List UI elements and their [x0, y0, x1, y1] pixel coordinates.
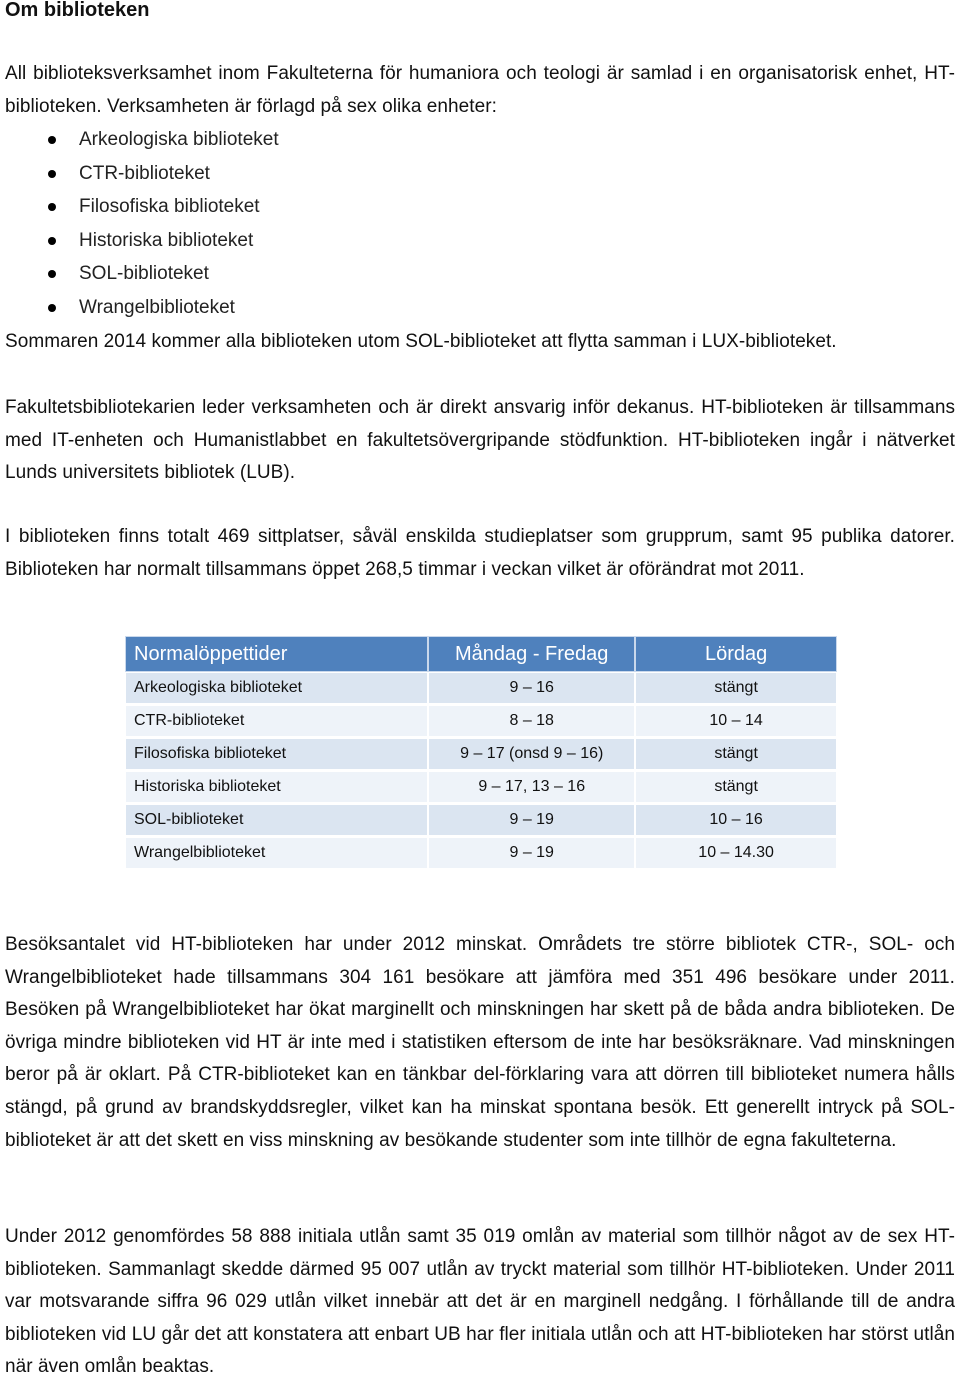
table-row [125, 771, 837, 804]
list-item [5, 159, 279, 193]
table-cell: 9 – 19 [428, 804, 635, 837]
organisation-paragraph: Fakultetsbibliotekarien leder verksamheten och är direkt ansvarig inför dekanus. HT-biblioteken är tillsammans med IT-enheten och Humanistlabbet en fakultetsövergripande stödfunktion. HT-biblioteken ingår i nätverket Lunds universitets bibliotek (LUB). [5, 397, 955, 484]
move-paragraph: Sommaren 2014 kommer alla biblioteken utom SOL-biblioteket att flytta samman i LUX-biblioteket. [5, 331, 837, 352]
list-item [5, 192, 279, 226]
list-item [5, 226, 279, 260]
column-header: Lördag [635, 636, 837, 672]
column-header: Normalöppettider [125, 636, 428, 672]
bullet-icon [48, 136, 56, 144]
list-item-label: CTR-biblioteket [79, 162, 210, 184]
table-cell: SOL-biblioteket [125, 804, 428, 837]
bullet-icon [48, 237, 56, 245]
column-header: Måndag - Fredag [428, 636, 635, 672]
table-cell: 9 – 16 [428, 672, 635, 705]
table-row [125, 672, 837, 705]
list-item [5, 259, 279, 293]
table-row [125, 705, 837, 738]
list-item [5, 293, 279, 327]
table-cell: 10 – 14.30 [635, 837, 837, 870]
list-item-label: SOL-biblioteket [79, 263, 209, 284]
table-cell: 8 – 18 [428, 705, 635, 738]
table-cell: 9 – 19 [428, 837, 635, 870]
table-cell: Wrangelbiblioteket [125, 837, 428, 870]
table-cell: stängt [635, 738, 837, 771]
table-cell: CTR-biblioteket [125, 705, 428, 738]
table-cell: Arkeologiska biblioteket [125, 672, 428, 705]
intro-paragraph: All biblioteksverksamhet inom Fakulteterna för humaniora och teologi är samlad i en organisatorisk enhet, HT-biblioteken. Verksamheten är förlagd på sex olika enheter: [5, 63, 955, 117]
bullet-icon [48, 170, 56, 178]
table-row [125, 837, 837, 870]
table-cell: Historiska biblioteket [125, 771, 428, 804]
list-item [5, 125, 279, 159]
seating-paragraph: I biblioteken finns totalt 469 sittplatser, såväl enskilda studieplatser som grupprum, samt 95 publika datorer. Biblioteken har normalt tillsammans öppet 268,5 timmar i veckan vilket är oförändrat mot 2011. [5, 526, 955, 580]
table-cell: 10 – 14 [635, 705, 837, 738]
bullet-icon [48, 304, 56, 312]
section-heading: Om biblioteken [5, 0, 150, 21]
table-row [125, 804, 837, 837]
table-header-row [125, 636, 837, 672]
opening-hours-table [125, 636, 837, 870]
loans-paragraph: Under 2012 genomfördes 58 888 initiala utlån samt 35 019 omlån av material som tillhör något av de sex HT-biblioteken. Sammanlagt skedde därmed 95 007 utlån av tryckt material som tillhör HT-biblioteken. Under 2011 var motsvarande siffra 96 029 utlån vilket innebär att det är en marginell nedgång. I förhållande till de andra biblioteken vid LU går det att konstatera att enbart UB har fler initiala utlån och att HT-biblioteken har störst utlån när även omlån beaktas. [5, 1226, 955, 1378]
visitors-paragraph: Besöksantalet vid HT-biblioteken har under 2012 minskat. Områdets tre större bibliotek CTR-, SOL- och Wrangelbiblioteket hade tillsammans 304 161 besökare att jämföra med 351 496 besökare under 2011. Besöken på Wrangelbiblioteket har ökat marginellt och minskningen har skett på de båda andra biblioteken. De övriga mindre biblioteken vid HT är inte med i statistiken eftersom de inte har besöksräknare. Vad minskningen beror på är oklart. På CTR-biblioteket kan en tänkbar del-förklaring vara att dörren till biblioteket numera hålls stängd, på grund av brandskyddsregler, vilket kan ha minskat spontana besök. Ett generellt intryck på SOL-biblioteket är att det skett en viss minskning av besökande studenter som inte tillhör de egna fakulteterna. [5, 934, 955, 1151]
table-cell: stängt [635, 672, 837, 705]
table-cell: 10 – 16 [635, 804, 837, 837]
list-item-label: Wrangelbiblioteket [79, 296, 235, 318]
table-cell: stängt [635, 771, 837, 804]
table-row [125, 738, 837, 771]
table-cell: 9 – 17, 13 – 16 [428, 771, 635, 804]
table-cell: 9 – 17 (onsd 9 – 16) [428, 738, 635, 771]
bullet-icon [48, 270, 56, 278]
units-list [5, 125, 279, 326]
list-item-label: Arkeologiska biblioteket [79, 129, 279, 150]
table-cell: Filosofiska biblioteket [125, 738, 428, 771]
list-item-label: Filosofiska biblioteket [79, 196, 260, 217]
bullet-icon [48, 203, 56, 211]
list-item-label: Historiska biblioteket [79, 229, 254, 251]
